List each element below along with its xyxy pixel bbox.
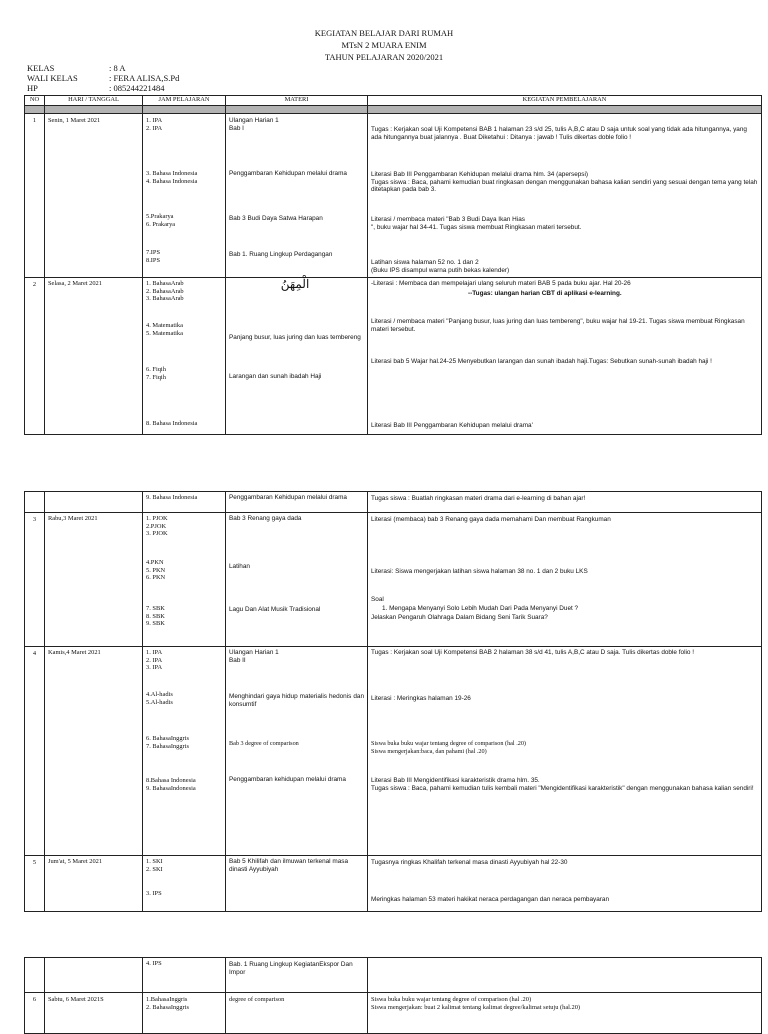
school-name: MTsN 2 MUARA ENIM (341, 40, 427, 50)
col-kegiatan: KEGIATAN PEMBELAJARAN (368, 96, 762, 106)
kegiatan-entry: Tugas siswa : Buatlah ringkasan materi drama dari e-learning di bahan ajar! (371, 495, 586, 502)
kegiatan-entry: Soal (371, 596, 384, 603)
kegiatan-entry: Literasi Bab III Penggambaran Kehidupan melalui drama' (371, 422, 533, 429)
jam-entry: 4. IPS (146, 960, 162, 967)
materi-entry: Ulangan Harian 1 Bab I (229, 117, 279, 132)
table-row (25, 114, 762, 278)
materi-entry: Bab 1. Ruang Lingkup Perdagangan (229, 251, 333, 258)
jam-entry: 4.Al-hadis 5.Al-hadis (146, 691, 173, 706)
jam-entry: 7.IPS 8.IPS (146, 249, 161, 264)
materi-entry: Penggambaran kehidupan melalui drama (229, 776, 346, 783)
row-day: Kamis,4 Maret 2021 (48, 649, 101, 656)
table-row (25, 278, 762, 435)
materi-entry: Bab. 1 Ruang Lingkup KegiatanEkspor Dan Impor (229, 961, 353, 976)
row-day: Selasa, 2 Maret 2021 (48, 280, 102, 287)
jam-entry: 6. BahasaInggris 7. BahasaInggris (146, 735, 189, 750)
jam-entry: 1. BahasaArab 2. BahasaArab 3. BahasaArab (146, 280, 184, 303)
header-shade-row (25, 106, 762, 114)
arabic-title: الْمِهَنُ (280, 277, 310, 291)
kegiatan-entry: -Literasi : Membaca dan mempelajari ulang seluruh materi BAB 5 pada buku ajar. Hal 20-26 (371, 280, 631, 287)
jam-entry: 9. Bahasa Indonesia (146, 494, 198, 501)
doc-title: KEGIATAN BELAJAR DARI RUMAH (314, 28, 454, 38)
jam-entry: 3. Bahasa Indonesia 4. Bahasa Indonesia (146, 170, 198, 185)
jam-entry: 3. IPS (146, 890, 162, 897)
wali-value: : FERA ALISA,S.Pd (109, 73, 180, 83)
table-row (25, 856, 762, 912)
jam-entry: 7. SBK 8. SBK 9. SBK (146, 605, 165, 628)
kegiatan-entry: Literasi Bab III Mengidentifikasi karakteristik drama hlm. 35. Tugas siswa : Baca, pahami kemudian tulis kembali materi "Mengidentifikasi karakteristik" dengan menggunakan bahasa kalian sendiri! (371, 777, 754, 792)
materi-entry: Penggambaran Kehidupan melalui drama (229, 494, 347, 501)
row-no: 2 (25, 278, 45, 435)
kegiatan-entry: Siswa buka buku wajar tentang degree of comparison (hal .20) Siswa mengerjakan: buat 2 kalimat tentang kalimat degree/kalimat setuju (hal.20) (371, 996, 581, 1011)
jam-entry: 1. PJOK 2.PJOK 3. PJOK (146, 515, 168, 538)
jam-entry: 6. Fiqih 7. Fiqih (146, 366, 166, 381)
kelas-label: KELAS (27, 63, 55, 73)
wali-label: WALI KELAS (27, 73, 78, 83)
materi-entry: degree of comparison (229, 996, 285, 1003)
kegiatan-entry: Tugas : Kerjakan soal Uji Kompetensi BAB 1 halaman 23 s/d 25, tulis A,B,C atau D saja untuk soal yang tidak ada hitungannya, yang ada hitungannya buat jalannya . Buat Diketahui : Ditanya : jawab ! Tulis dikertas doble folio ! (371, 126, 747, 141)
kegiatan-entry: --Tugas: ulangan harian CBT di aplikasi e-learning. (468, 290, 622, 297)
jam-entry: 1. IPA 2. IPA 3. IPA (146, 649, 163, 672)
row-day: Jum'at, 5 Maret 2021 (48, 858, 103, 865)
kegiatan-entry: 1. Mengapa Menyanyi Solo Lebih Mudah Dari Pada Menyanyi Duet ? (382, 605, 579, 612)
jam-entry: 4.PKN 5. PKN 6. PKN (146, 559, 166, 582)
kegiatan-entry: Literasi / membaca materi "Bab 3 Budi Daya Ikan Hias ", buku wajar hal 34-41. Tugas siswa membuat Ringkasan materi tersebut. (371, 216, 582, 231)
academic-year: TAHUN PELAJARAN 2020/2021 (324, 52, 444, 62)
col-jam: JAM PELAJARAN (143, 96, 226, 106)
col-day: HARI / TANGGAL (45, 96, 143, 106)
jam-entry: 1.BahasaInggris 2. BahasaInggris (146, 996, 189, 1011)
kegiatan-entry: Jelaskan Pengaruh Olahraga Dalam Bidang Seni Tarik Suara? (371, 614, 548, 621)
kegiatan-entry: Literasi / membaca materi "Panjang busur, luas juring dan luas tembereng", buku wajar hal 19-21. Tugas siswa membuat Ringkasan materi tersebut. (371, 318, 745, 333)
materi-entry: Bab 5 Khilifah dan ilmuwan terkenal masa dinasti Ayyubiyah (229, 858, 349, 873)
table-row (25, 647, 762, 856)
table-row (25, 958, 762, 993)
hp-label: HP (27, 83, 38, 93)
row-day: Rabu,3 Maret 2021 (48, 515, 98, 522)
row-no: 6 (25, 993, 45, 1034)
row-no: 1 (25, 114, 45, 278)
row-day: Sabtu, 6 Maret 2021S (48, 996, 104, 1003)
jam-entry: 4. Matematika 5. Matematika (146, 322, 183, 337)
jam-entry: 1. IPA 2. IPA (146, 117, 163, 132)
table-row (25, 993, 762, 1034)
kegiatan-entry: Tugasnya ringkas Khalifah terkenal masa dinasti Ayyubiyah hal 22-30 (371, 859, 568, 866)
jam-entry: 5.Prakarya 6. Prakarya (146, 213, 176, 228)
row-no: 4 (25, 647, 45, 856)
jam-entry: 8. Bahasa Indonesia (146, 420, 198, 427)
kegiatan-entry: Siswa buka buku wajar tentang degree of comparison (hal .20) Siswa mengerjakan:baca, dan pahami (hal .20) (371, 740, 526, 755)
schedule-table-1 (24, 95, 762, 435)
kelas-value: : 8 A (109, 63, 126, 73)
materi-entry: Bab 3 Renang gaya dada (229, 515, 302, 522)
row-no: 3 (25, 513, 45, 647)
table-row (25, 513, 762, 647)
row-day: Senin, 1 Maret 2021 (48, 117, 101, 124)
jam-entry: 8.Bahasa Indonesia 9. BahasaIndonesia (146, 777, 196, 792)
schedule-table-3 (24, 957, 762, 1034)
materi-entry: Penggambaran Kehidupan melalui drama (229, 170, 347, 177)
kegiatan-entry: Literasi Bab III Penggambaran Kehidupan melalui drama hlm. 34 (apersepsi) Tugas siswa : Baca, pahami kemudian buat ringkasan dengan menggunakan bahasa kalian sendiri yang sesuai dengan tema yang telah ditetapkan pada bab 3. (371, 171, 758, 194)
col-no: NO (25, 96, 45, 106)
materi-entry: Latihan (229, 563, 250, 570)
materi-entry: Panjang busur, luas juring dan luas tembereng (229, 334, 361, 341)
materi-entry: Ulangan Harian 1 Bab II (229, 649, 279, 664)
materi-entry: Menghindari gaya hidup materialis hedonis dan konsumtif (229, 693, 364, 708)
kegiatan-entry: Latihan siswa halaman 52 no. 1 dan 2 (Buku IPS disampul warna putih bekas kalender) (371, 259, 510, 274)
hp-value: : 085244221484 (109, 83, 165, 93)
class-info (27, 63, 179, 93)
row-no: 5 (25, 856, 45, 912)
jam-entry: 1. SKI 2. SKI (146, 858, 163, 873)
kegiatan-entry: Tugas : Kerjakan soal Uji Kompetensi BAB 2 halaman 38 s/d 41, tulis A,B,C atau D saja. Tulis dikertas doble folio ! (371, 649, 695, 656)
kegiatan-entry: Literasi: Siswa mengerjakan latihan siswa halaman 38 no. 1 dan 2 buku LKS (371, 568, 588, 575)
schedule-table-2 (24, 491, 762, 912)
kegiatan-entry: Literasi (membaca) bab 3 Renang gaya dada memahami Dan membuat Rangkuman (371, 516, 611, 523)
materi-entry: Bab 3 degree of comparison (229, 740, 299, 747)
materi-entry: Larangan dan sunah ibadah Haji (229, 373, 322, 380)
kegiatan-entry: Meringkas halaman 53 materi hakikat neraca perdagangan dan neraca pembayaran (371, 896, 610, 903)
table-row (25, 492, 762, 513)
kegiatan-entry: Literasi bab 5 Wajar hal.24-25 Menyebutkan larangan dan sunah ibadah haji.Tugas: Sebutkan sunah-sunah ibadah haji ! (371, 358, 712, 365)
kegiatan-entry: Literasi : Meringkas halaman 19-26 (371, 695, 471, 702)
materi-entry: Bab 3 Budi Daya Satwa Harapan (229, 215, 323, 222)
col-materi: MATERI (226, 96, 368, 106)
materi-entry: Lagu Dan Alat Musik Tradisional (229, 606, 321, 613)
